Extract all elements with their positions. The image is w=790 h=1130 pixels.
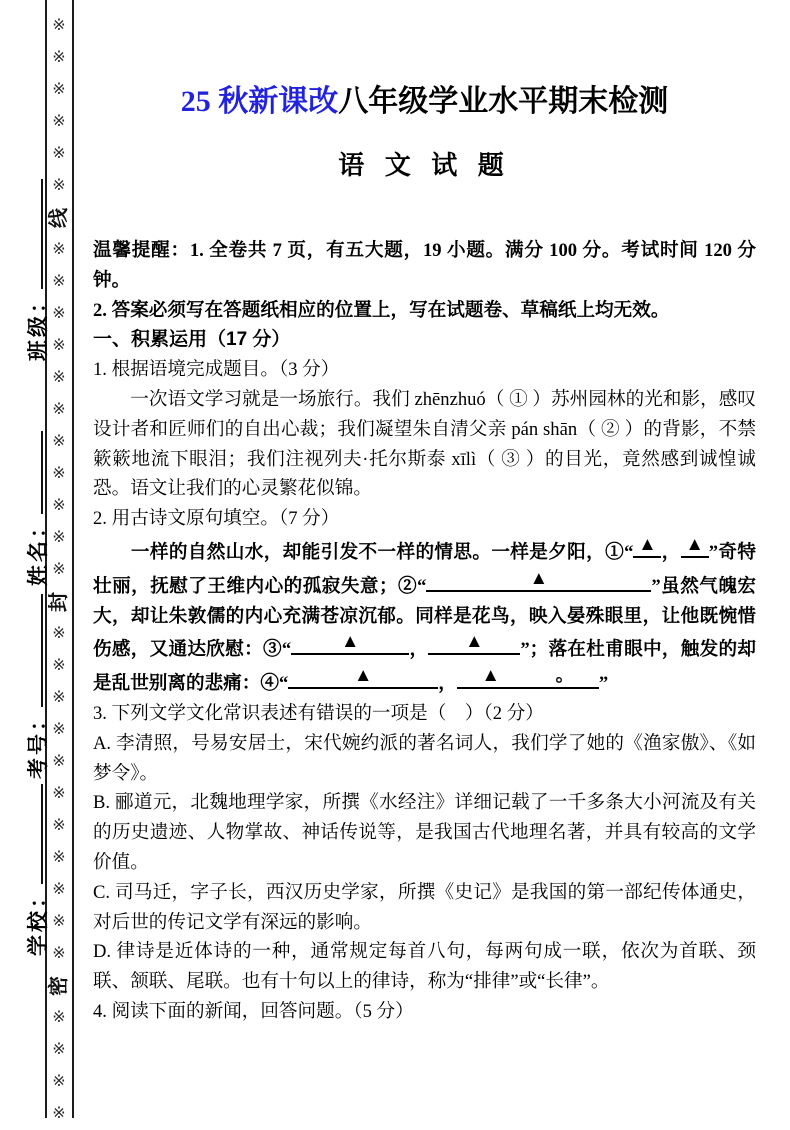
q2-stem: 2. 用古诗文原句填空。（7 分） <box>93 508 340 530</box>
seal-mark-icon: ※ <box>52 49 66 66</box>
q2-text-run: ”；落在杜甫眼中，触发的却是乱世别离的悲痛：④“ <box>93 639 756 695</box>
info-field-blank-line <box>21 179 43 289</box>
q2-text-run: ” <box>598 673 609 695</box>
answer-blank-underline: ▲ <box>288 665 438 689</box>
q2-text-run: ”虽然气魄宏大，却让朱敦儒的内心充满苍凉沉郁。同样是花鸟，映入晏殊眼里，让他既惋惜伤感，又通达欣慰：③“ <box>93 575 756 661</box>
q3-option-b: B. 郦道元，北魏地理学家，所撰《水经注》详细记载了一千多条大小河流及有关的历史遗迹、人物掌故、神话传说等，是我国古代地理名著，并具有较高的文学价值。 <box>93 792 756 873</box>
seal-mark-icon: ※ <box>52 721 66 738</box>
seal-mark-icon: ※ <box>52 81 66 98</box>
seal-character: 封 <box>48 592 70 612</box>
q2-text-run: ， <box>661 541 681 563</box>
answer-blank-underline: ▲ <box>633 534 661 558</box>
seal-mark-icon: ※ <box>52 305 66 322</box>
seal-mark-icon: ※ <box>52 817 66 834</box>
info-field-label: 考号： <box>26 707 50 779</box>
page-title <box>93 76 756 120</box>
seal-mark-icon: ※ <box>52 945 66 962</box>
q2-text-run: ”奇特壮丽，抚慰了王维内心的孤寂失意；②“ <box>93 541 756 597</box>
q2-text-run: ， <box>438 673 457 695</box>
seal-character: 线 <box>48 208 70 228</box>
seal-mark-icon: ※ <box>52 529 66 546</box>
seal-mark-icon: ※ <box>52 337 66 354</box>
seal-mark-icon: ※ <box>52 17 66 34</box>
q4-stem: 4. 阅读下面的新闻，回答问题。（5 分） <box>93 1000 414 1022</box>
seal-mark-icon: ※ <box>52 561 66 578</box>
seal-mark-icon: ※ <box>52 849 66 866</box>
q3-option-c: C. 司马迁，字子长，西汉历史学家，所撰《史记》是我国的第一部纪传体通史，对后世的传记文学有深远的影响。 <box>93 881 756 933</box>
q3-option-a: A. 李清照，号易安居士，宋代婉约派的著名词人，我们学了她的《渔家傲》、《如梦令》。 <box>93 732 756 784</box>
seal-border-right-line <box>72 0 74 1118</box>
seal-mark-icon: ※ <box>52 497 66 514</box>
seal-mark-icon: ※ <box>52 145 66 162</box>
seal-mark-icon: ※ <box>52 657 66 674</box>
seal-mark-icon: ※ <box>52 433 66 450</box>
answer-blank-underline: ▲ <box>428 631 520 655</box>
seal-mark-icon: ※ <box>52 753 66 770</box>
seal-mark-icon: ※ <box>52 913 66 930</box>
student-info-fields <box>21 123 55 968</box>
q2-text-run: ， <box>409 639 429 661</box>
q1-stem: 1. 根据语境完成题目。（3 分） <box>93 359 340 381</box>
seal-mark-icon: ※ <box>52 785 66 802</box>
seal-mark-icon: ※ <box>52 1041 66 1058</box>
seal-mark-icon: ※ <box>52 241 66 258</box>
seal-mark-icon: ※ <box>52 625 66 642</box>
answer-blank-underline: ▲ <box>681 534 709 558</box>
seal-mark-icon: ※ <box>52 689 66 706</box>
seal-mark-icon: ※ <box>52 401 66 418</box>
seal-mark-icon: ※ <box>52 1009 66 1026</box>
info-field-blank-line <box>21 594 43 707</box>
exam-body <box>93 236 756 1027</box>
seal-mark-icon: ※ <box>52 881 66 898</box>
notice-paragraph-2: 2. 答案必须写在答题纸相应的位置上，写在试题卷、草稿纸上均无效。 <box>93 299 670 321</box>
q2-text-run: 一样的自然山水，却能引发不一样的情思。一样是夕阳，①“ <box>93 541 634 563</box>
info-field-blank-line <box>21 431 43 514</box>
q2-fill-blanks <box>93 534 756 699</box>
info-field-blank-line <box>21 784 43 884</box>
seal-mark-icon: ※ <box>52 273 66 290</box>
seal-mark-icon: ※ <box>52 113 66 130</box>
answer-blank-underline: ▲ 。 <box>457 665 599 689</box>
info-field-label: 学校： <box>26 884 50 956</box>
page-title-rest: 八年级学业水平期末检测 <box>338 85 669 118</box>
info-field-label: 姓名： <box>26 514 50 586</box>
q1-body: 一次语文学习就是一场旅行。我们 zhēnzhuó（ ① ）苏州园林的光和影，感叹设计者和匠师们的自出心裁；我们凝望朱自清父亲 pán shān（ ② ）的背影，不禁簌簌地流下眼泪；我们注视列夫·托尔斯泰 xīlì（ ③ ）的目光，竟然感到诚惶诚恐。语文让我们的心灵繁花似锦。 <box>93 388 756 500</box>
page-title-accent: 25 秋新课改 <box>180 85 339 118</box>
section-heading: 一、积累运用（17 分） <box>93 329 291 351</box>
q3-stem: 3. 下列文学文化常识表述有错误的一项是（ ）（2 分） <box>93 702 544 724</box>
info-field-label: 班级： <box>26 289 50 361</box>
notice-paragraph-1: 温馨提醒：1. 全卷共 7 页，有五大题，19 小题。满分 100 分。考试时间 120 分钟。 <box>93 240 756 291</box>
seal-mark-icon: ※ <box>52 1073 66 1090</box>
q3-option-d: D. 律诗是近体诗的一种，通常规定每首八句，每两句成一联，依次为首联、颈联、颔联、尾联。也有十句以上的律诗，称为“排律”或“长律”。 <box>93 941 756 993</box>
seal-character: 密 <box>48 976 70 996</box>
seal-mark-icon: ※ <box>52 177 66 194</box>
answer-blank-underline: ▲ <box>291 631 409 655</box>
seal-mark-icon: ※ <box>52 1105 66 1122</box>
answer-blank-underline: ▲ <box>426 568 651 592</box>
seal-mark-icon: ※ <box>52 369 66 386</box>
seal-mark-icon: ※ <box>52 465 66 482</box>
page-subtitle: 语 文 试 题 <box>338 151 511 180</box>
